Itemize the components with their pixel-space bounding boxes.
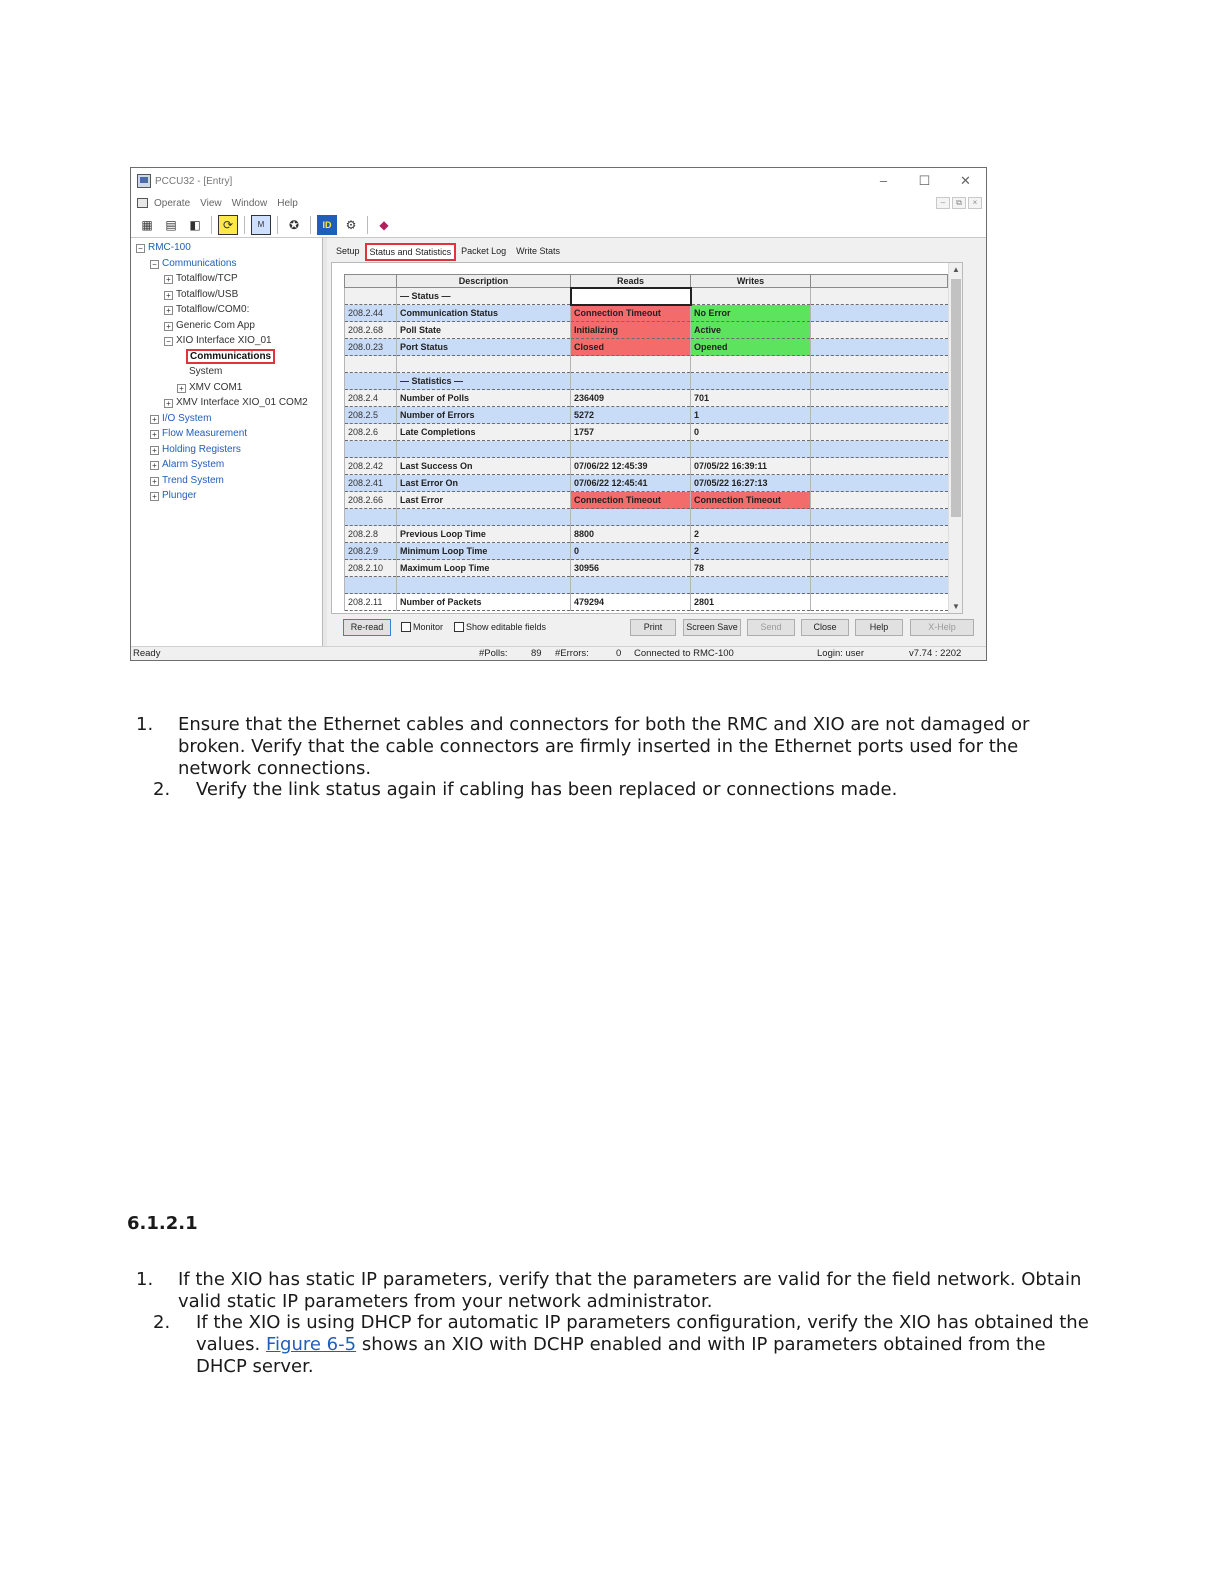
- extra-cell: [811, 560, 948, 577]
- menu-window[interactable]: Window: [231, 197, 268, 209]
- description-cell: — Status —: [397, 288, 571, 305]
- writes-cell[interactable]: 2: [691, 543, 811, 560]
- table-row: [345, 526, 948, 543]
- reads-cell[interactable]: 8800: [571, 526, 691, 543]
- list2-num-1: 1.: [136, 1269, 154, 1290]
- table-row: [345, 407, 948, 424]
- tree-item-xmv-com1[interactable]: + XMV COM1: [131, 380, 322, 396]
- table-row: [345, 322, 948, 339]
- description-cell: Last Success On: [397, 458, 571, 475]
- description-cell: Last Error On: [397, 475, 571, 492]
- writes-cell[interactable]: 0: [691, 424, 811, 441]
- writes-cell[interactable]: [691, 509, 811, 526]
- tab-write-stats[interactable]: Write Stats: [516, 246, 560, 256]
- expand-icon[interactable]: +: [164, 322, 173, 331]
- help-button[interactable]: Help: [855, 619, 903, 636]
- status-table: [344, 274, 948, 611]
- tree-item-com0[interactable]: + Totalflow/COM0:: [131, 302, 322, 318]
- entry-icon[interactable]: ▦: [141, 217, 153, 232]
- register-cell: 208.2.42: [345, 458, 397, 475]
- table-row: [345, 475, 948, 492]
- collapse-icon[interactable]: −: [150, 260, 159, 269]
- extra-cell: [811, 543, 948, 560]
- reads-cell[interactable]: [571, 577, 691, 594]
- expand-icon[interactable]: +: [150, 446, 159, 455]
- register-cell: 208.2.41: [345, 475, 397, 492]
- tab-packet-log[interactable]: Packet Log: [461, 246, 507, 256]
- writes-cell[interactable]: No Error: [691, 305, 811, 322]
- polls-label: #Polls:: [479, 648, 508, 659]
- table-row: [345, 560, 948, 577]
- extra-cell: [811, 305, 948, 322]
- register-cell: [345, 577, 397, 594]
- expand-icon[interactable]: +: [150, 415, 159, 424]
- extra-cell: [811, 288, 948, 305]
- register-cell: 208.2.11: [345, 594, 397, 611]
- toolbar: [131, 212, 986, 238]
- reads-cell[interactable]: 479294: [571, 594, 691, 611]
- table-row: [345, 356, 948, 373]
- description-cell: — Statistics —: [397, 373, 571, 390]
- reads-cell[interactable]: 0: [571, 543, 691, 560]
- list2-item-1: If the XIO has static IP parameters, verify that the parameters are valid for the field network. Obtain valid static IP parameters from your network administrator.: [178, 1269, 1082, 1312]
- writes-cell[interactable]: [691, 373, 811, 390]
- entry-panel: [327, 238, 986, 646]
- scroll-thumb[interactable]: [951, 279, 961, 517]
- table-row: [345, 492, 948, 509]
- writes-cell[interactable]: [691, 356, 811, 373]
- list1-item-1: Ensure that the Ethernet cables and connectors for both the RMC and XIO are not damaged or broken. Verify that the cable connectors are firmly inserted in the Ethernet ports used for the network connections.: [178, 714, 1030, 779]
- description-cell: [397, 577, 571, 594]
- tree-item-xmv-interface[interactable]: + XMV Interface XIO_01 COM2: [131, 395, 322, 411]
- description-cell: Late Completions: [397, 424, 571, 441]
- register-cell: [345, 373, 397, 390]
- help-book-icon[interactable]: ◆: [379, 217, 389, 232]
- list1-num-2: 2.: [153, 779, 171, 800]
- reads-cell[interactable]: 1757: [571, 424, 691, 441]
- scroll-down-icon[interactable]: ▼: [952, 602, 960, 611]
- menu-view[interactable]: View: [200, 197, 222, 209]
- tree-item-alarm-system[interactable]: + Alarm System: [131, 457, 322, 473]
- extra-cell: [811, 424, 948, 441]
- extra-cell: [811, 509, 948, 526]
- menu-bar: [131, 194, 986, 212]
- table-row: [345, 543, 948, 560]
- expand-icon[interactable]: +: [177, 384, 186, 393]
- extra-cell: [811, 492, 948, 509]
- extra-cell: [811, 594, 948, 611]
- reads-cell[interactable]: Connection Timeout: [571, 492, 691, 509]
- register-cell: 208.0.23: [345, 339, 397, 356]
- reads-cell[interactable]: Initializing: [571, 322, 691, 339]
- tree-item-flow-measurement[interactable]: + Flow Measurement: [131, 426, 322, 442]
- minimize-button[interactable]: –: [879, 173, 888, 188]
- tree-item-xio-communications[interactable]: Communications: [131, 349, 322, 365]
- register-cell: [345, 288, 397, 305]
- errors-label: #Errors:: [555, 648, 589, 659]
- reads-cell[interactable]: Connection Timeout: [571, 305, 691, 322]
- show-editable-checkbox[interactable]: Show editable fields: [454, 622, 546, 632]
- description-cell: Poll State: [397, 322, 571, 339]
- tree-item-tcp[interactable]: + Totalflow/TCP: [131, 271, 322, 287]
- register-cell: 208.2.68: [345, 322, 397, 339]
- register-cell: 208.2.44: [345, 305, 397, 322]
- print-button[interactable]: Print: [630, 619, 676, 636]
- setup-icon[interactable]: ⚙: [345, 217, 357, 232]
- reread-button[interactable]: Re-read: [343, 619, 391, 636]
- status-ready: Ready: [133, 648, 161, 659]
- tree-item-system[interactable]: System: [189, 366, 223, 377]
- table-row: [345, 509, 948, 526]
- writes-cell[interactable]: [691, 288, 811, 305]
- title-bar: [131, 168, 986, 194]
- expand-icon[interactable]: +: [164, 399, 173, 408]
- extra-cell: [811, 339, 948, 356]
- table-row: [345, 424, 948, 441]
- tree-communications[interactable]: − Communications: [131, 256, 322, 272]
- figure-6-5-link[interactable]: Figure 6-5: [266, 1334, 357, 1355]
- table-row: [345, 441, 948, 458]
- security-icon[interactable]: ✪: [288, 217, 300, 232]
- scroll-up-icon[interactable]: ▲: [952, 265, 960, 274]
- writes-cell[interactable]: [691, 441, 811, 458]
- collect-icon[interactable]: ▤: [165, 217, 177, 232]
- status-bar: [131, 646, 986, 660]
- xhelp-button[interactable]: X-Help: [910, 619, 974, 636]
- expand-icon[interactable]: +: [164, 291, 173, 300]
- tree-item-io-system[interactable]: + I/O System: [131, 411, 322, 427]
- reads-cell[interactable]: 07/06/22 12:45:39: [571, 458, 691, 475]
- register-cell: [345, 356, 397, 373]
- tree-item-usb[interactable]: + Totalflow/USB: [131, 287, 322, 303]
- reads-cell[interactable]: [571, 441, 691, 458]
- description-cell: Number of Packets: [397, 594, 571, 611]
- register-cell: [345, 509, 397, 526]
- expand-icon[interactable]: +: [150, 461, 159, 470]
- connection-status: Connected to RMC-100: [634, 648, 734, 659]
- version-status: v7.74 : 2202: [909, 648, 962, 659]
- description-cell: [397, 356, 571, 373]
- reads-cell[interactable]: [571, 356, 691, 373]
- description-cell: Last Error: [397, 492, 571, 509]
- extra-cell: [811, 526, 948, 543]
- tree-root[interactable]: − RMC-100: [131, 240, 322, 256]
- collapse-icon[interactable]: −: [164, 337, 173, 346]
- monitor-checkbox[interactable]: Monitor: [401, 622, 443, 632]
- reads-cell[interactable]: 07/06/22 12:45:41: [571, 475, 691, 492]
- description-cell: Maximum Loop Time: [397, 560, 571, 577]
- table-row: [345, 373, 948, 390]
- reads-cell[interactable]: [571, 288, 691, 305]
- extra-cell: [811, 356, 948, 373]
- calibrate-icon[interactable]: ◧: [189, 217, 201, 232]
- tree-item-trend-system[interactable]: + Trend System: [131, 473, 322, 489]
- table-row: [345, 458, 948, 475]
- register-cell: 208.2.10: [345, 560, 397, 577]
- mdi-close-button[interactable]: ×: [968, 197, 982, 209]
- collapse-icon[interactable]: −: [136, 244, 145, 253]
- extra-cell: [811, 390, 948, 407]
- pccu-window: [130, 167, 987, 661]
- expand-icon[interactable]: +: [150, 492, 159, 501]
- register-cell: 208.2.5: [345, 407, 397, 424]
- status-grid: [331, 262, 963, 614]
- table-row: [345, 339, 948, 356]
- register-cell: 208.2.66: [345, 492, 397, 509]
- login-status: Login: user: [817, 648, 865, 659]
- register-cell: 208.2.4: [345, 390, 397, 407]
- extra-cell: [811, 407, 948, 424]
- screen-save-button[interactable]: Screen Save: [683, 619, 741, 636]
- description-cell: Communication Status: [397, 305, 571, 322]
- writes-cell[interactable]: Connection Timeout: [691, 492, 811, 509]
- ms-icon[interactable]: M: [251, 215, 271, 235]
- register-cell: 208.2.9: [345, 543, 397, 560]
- menu-operate[interactable]: Operate: [154, 197, 191, 209]
- writes-cell[interactable]: 07/05/22 16:27:13: [691, 475, 811, 492]
- writes-cell[interactable]: Opened: [691, 339, 811, 356]
- reads-cell[interactable]: [571, 509, 691, 526]
- tree-item-xio[interactable]: − XIO Interface XIO_01: [131, 333, 322, 349]
- list2-item-2: If the XIO is using DHCP for automatic IP parameters configuration, verify the XIO has obtained the values. Figure 6-5 shows an XIO with DCHP enabled and with IP parameters obtained from the DHCP server.: [196, 1312, 1089, 1377]
- col-reads: Reads: [571, 275, 691, 288]
- table-row: [345, 288, 948, 305]
- extra-cell: [811, 475, 948, 492]
- description-cell: Number of Polls: [397, 390, 571, 407]
- extra-cell: [811, 577, 948, 594]
- tab-status-statistics[interactable]: Status and Statistics: [365, 243, 457, 261]
- list2-num-2: 2.: [153, 1312, 171, 1333]
- menu-help[interactable]: Help: [277, 197, 298, 209]
- col-description: Description: [397, 275, 571, 288]
- navigation-tree: [131, 238, 323, 646]
- app-icon: [137, 174, 151, 188]
- list1-item-2: Verify the link status again if cabling has been replaced or connections made.: [196, 779, 898, 800]
- tree-item-holding-registers[interactable]: + Holding Registers: [131, 442, 322, 458]
- description-cell: Previous Loop Time: [397, 526, 571, 543]
- col-register: [345, 275, 397, 288]
- table-row: [345, 577, 948, 594]
- register-cell: 208.2.8: [345, 526, 397, 543]
- writes-cell[interactable]: Active: [691, 322, 811, 339]
- writes-cell[interactable]: 2801: [691, 594, 811, 611]
- id-icon[interactable]: ID: [317, 215, 337, 235]
- grid-scrollbar[interactable]: [948, 263, 962, 613]
- writes-cell[interactable]: 701: [691, 390, 811, 407]
- reads-cell[interactable]: 236409: [571, 390, 691, 407]
- register-cell: [345, 441, 397, 458]
- send-button[interactable]: Send: [747, 619, 795, 636]
- tree-item-generic[interactable]: + Generic Com App: [131, 318, 322, 334]
- col-extra: [811, 275, 948, 288]
- extra-cell: [811, 441, 948, 458]
- mdi-restore-button[interactable]: ⧉: [952, 197, 966, 209]
- expand-icon[interactable]: +: [164, 275, 173, 284]
- maximize-button[interactable]: ☐: [918, 173, 931, 188]
- writes-cell[interactable]: [691, 577, 811, 594]
- expand-icon[interactable]: +: [150, 430, 159, 439]
- reads-cell[interactable]: Closed: [571, 339, 691, 356]
- close-button[interactable]: Close: [801, 619, 849, 636]
- section-heading: 6.1.2.1: [127, 1213, 198, 1234]
- description-cell: [397, 509, 571, 526]
- extra-cell: [811, 373, 948, 390]
- window-title: PCCU32 - [Entry]: [155, 175, 233, 187]
- description-cell: Number of Errors: [397, 407, 571, 424]
- mdi-minimize-button[interactable]: –: [936, 197, 950, 209]
- document-icon: [137, 198, 148, 208]
- table-row: [345, 390, 948, 407]
- writes-cell[interactable]: 78: [691, 560, 811, 577]
- table-row: [345, 305, 948, 322]
- reads-cell[interactable]: [571, 373, 691, 390]
- errors-count: 0: [616, 648, 622, 659]
- description-cell: Port Status: [397, 339, 571, 356]
- extra-cell: [811, 322, 948, 339]
- description-cell: [397, 441, 571, 458]
- col-writes: Writes: [691, 275, 811, 288]
- close-window-button[interactable]: ✕: [960, 173, 971, 188]
- reads-cell[interactable]: 30956: [571, 560, 691, 577]
- tree-item-plunger[interactable]: + Plunger: [131, 488, 322, 504]
- writes-cell[interactable]: 07/05/22 16:39:11: [691, 458, 811, 475]
- writes-cell[interactable]: 2: [691, 526, 811, 543]
- extra-cell: [811, 458, 948, 475]
- list1-num-1: 1.: [136, 714, 154, 735]
- description-cell: Minimum Loop Time: [397, 543, 571, 560]
- reads-cell[interactable]: 5272: [571, 407, 691, 424]
- table-row: [345, 594, 948, 611]
- expand-icon[interactable]: +: [164, 306, 173, 315]
- refresh-icon[interactable]: ⟳: [218, 215, 238, 235]
- expand-icon[interactable]: +: [150, 477, 159, 486]
- polls-count: 89: [531, 648, 542, 659]
- register-cell: 208.2.6: [345, 424, 397, 441]
- tab-setup[interactable]: Setup: [336, 246, 360, 256]
- writes-cell[interactable]: 1: [691, 407, 811, 424]
